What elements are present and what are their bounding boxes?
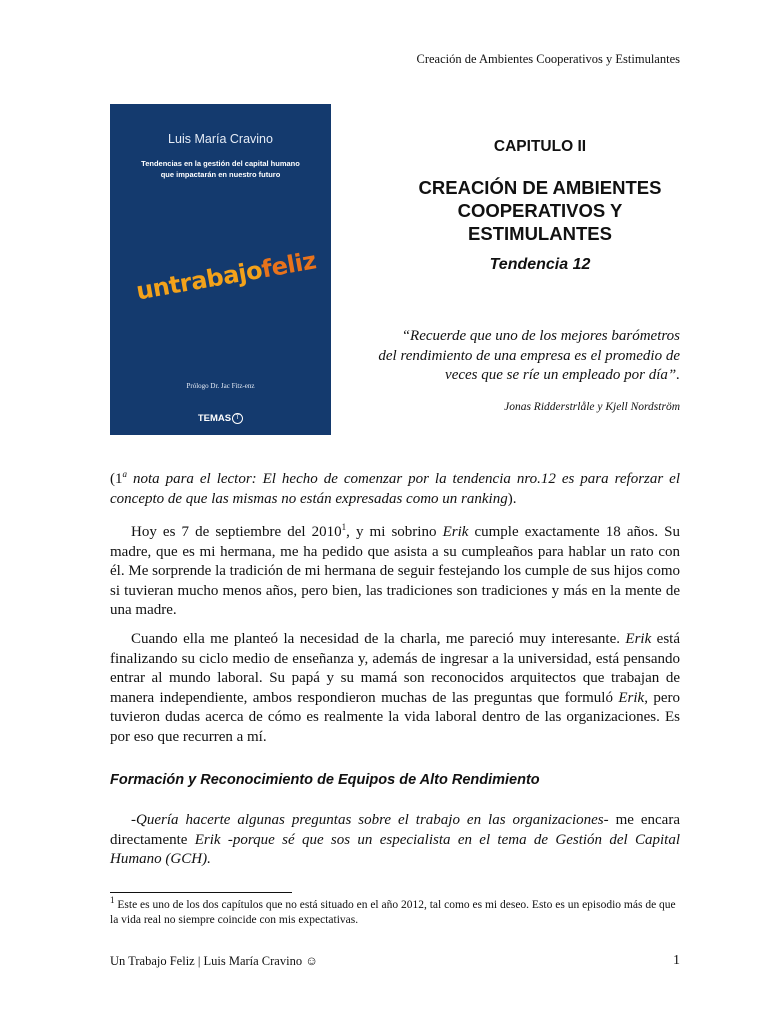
paragraph-text: Cuando ella me planteó la necesidad de la charla, me pareció muy interesante. — [131, 631, 626, 647]
dialogue-text: -Quería hacerte algunas preguntas sobre el trabajo en las organizaciones- — [131, 812, 609, 828]
quote-line: “Recuerde que uno de los mejores barómetros — [401, 328, 680, 344]
quote-line: del rendimiento de una empresa es el promedio de — [378, 347, 680, 364]
running-header: Creación de Ambientes Cooperativos y Estimulantes — [416, 52, 680, 66]
note-number: 1 — [115, 471, 123, 487]
paragraph — [110, 630, 680, 747]
cover-title-part: untrabajo — [133, 255, 265, 306]
footnote-marker: 1 — [110, 895, 115, 906]
quote-author: Jonas Ridderstrlåle y Kjell Nordström — [504, 401, 680, 413]
paragraph — [110, 523, 680, 621]
footnote — [110, 895, 680, 928]
paragraph-text: me encara directamente — [110, 812, 680, 848]
trend-label: Tendencia 12 — [489, 256, 591, 273]
cover-subtitle-line: Tendencias en la gestión del capital humano — [141, 159, 300, 168]
cover-publisher-name: TEMAS — [197, 413, 232, 424]
page-footer: Un Trabajo Feliz | Luis María Cravino ☺ — [110, 954, 318, 968]
cover-subtitle — [118, 158, 323, 180]
paragraph-text: , y mi sobrino — [346, 524, 443, 540]
chapter-label: CAPITULO II — [493, 138, 587, 155]
chapter-title — [400, 176, 680, 245]
footnote-ref: 1 — [341, 522, 347, 532]
paragraph-text: cumple exactamente 18 años. Su madre, que es mi hermana, me ha pedido que asista a su cumpleaños para hablar un rato con él. Me sorprende la tradición de mi hermana de seguir festejando los cumple de sus hijos como si tuvieran mucho menos años, pero bien, las tradiciones son tradiciones y más en la mente de una madre. — [110, 524, 680, 618]
dialogue-text: Erik -porque sé que sos un especialista en el tema de Gestión del Capital Humano (GCH). — [110, 831, 680, 867]
paragraph-text: , pero tuvieron dudas acerca de cómo es realmente la vida laboral dentro de las organizaciones. Es por eso que recurren a mí. — [110, 689, 680, 745]
epigraph-quote — [360, 327, 680, 386]
section-heading: Formación y Reconocimiento de Equipos de Alto Rendimiento — [110, 772, 540, 788]
cover-title-part: feliz — [259, 246, 319, 284]
note-ordinal: a — [122, 469, 127, 479]
name-emphasis: Erik — [618, 689, 645, 706]
paragraph-text: está finalizando su ciclo medio de enseñanza y, además de ingresar a la universidad, está pensando entrar al mundo laboral. Su papá y su mamá son reconocidos arquitectos que trabajan de manera independiente, ambos respondieron muchas de las preguntas que formuló — [110, 631, 680, 706]
cover-subtitle-line: que impactarán en nuestro futuro — [160, 170, 281, 179]
cover-publisher — [110, 413, 331, 424]
chapter-title-line: COOPERATIVOS Y — [457, 200, 623, 221]
chapter-title-line: ESTIMULANTES — [468, 223, 612, 244]
chapter-title-line: CREACIÓN DE AMBIENTES — [418, 177, 662, 198]
name-emphasis: Erik — [442, 524, 469, 540]
cover-prologue: Prólogo Dr. Jac Fitz-enz — [186, 382, 255, 390]
reader-note — [110, 470, 680, 509]
footnote-text: Este es uno de los dos capítulos que no está situado en el año 2012, tal como es mi deseo. Esto es un episodio más de que la vida real no siempre coincide con mis expectativas. — [110, 899, 676, 926]
note-paren: ). — [507, 490, 517, 507]
cover-author: Luis María Cravino — [168, 132, 273, 146]
footnote-divider — [110, 892, 292, 893]
note-paren: ( — [110, 471, 115, 487]
name-emphasis: Erik — [625, 631, 652, 647]
paragraph-text: Hoy es 7 de septiembre del 2010 — [131, 524, 342, 540]
registered-mark-icon: T — [232, 413, 243, 424]
dialogue-paragraph — [110, 811, 680, 870]
cover-title — [115, 243, 331, 309]
book-cover-image — [110, 104, 331, 435]
page-number: 1 — [673, 953, 680, 968]
quote-line: veces que se ríe un empleado por día”. — [445, 367, 680, 383]
note-text: nota para el lector: El hecho de comenzar por la tendencia nro.12 es para reforzar el concepto de que las mismas no están expresadas como un ranking — [110, 471, 680, 507]
